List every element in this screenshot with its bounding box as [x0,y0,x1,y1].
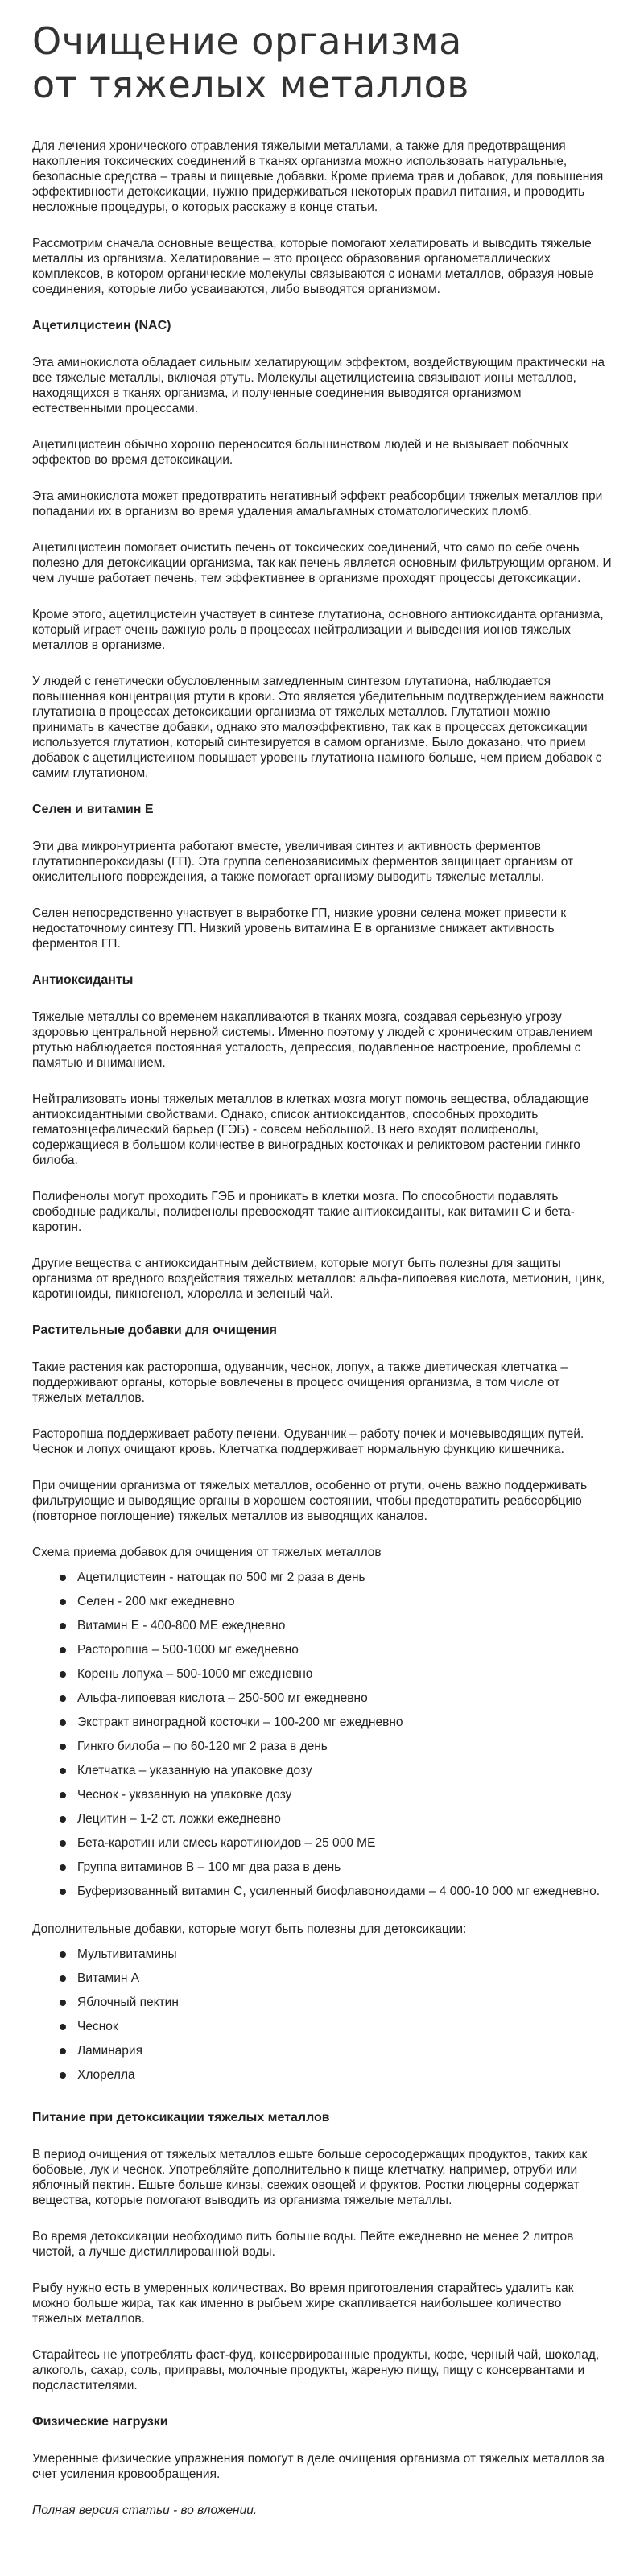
paragraph: Полифенолы могут проходить ГЭБ и проникать в клетки мозга. По способности подавлять свободные радикалы, полифенолы превосходят такие антиоксиданты, как витамин С и бета-каротин. [32,1190,575,1234]
page-title: Очищение организма от тяжелых металлов [32,19,469,106]
section-heading-herbal: Растительные добавки для очищения [32,1323,278,1337]
paragraph: В период очищения от тяжелых металлов ешьте больше серосодержащих продуктов, таких как бобовые, лук и чеснок. Употребляйте дополнительно к пище клетчатку, например, отруби или яблочный пектин. Ешьте больше кинзы, свежих овощей и фруктов. Ростки люцерны содержат вещества, которые помогают выводить из организма тяжелые металлы. [32,2148,588,2207]
paragraph: Эти два микронутриента работают вместе, увеличивая синтез и активность ферментов глутатионпероксидазы (ГП). Эта группа селенозависимых ферментов защищает организм от окислительного повреждения, а также помогает организму выводить тяжелые металлы. [32,840,574,884]
section-heading-nac: Ацетилцистеин (NAC) [32,319,171,332]
paragraph: Эта аминокислота обладает сильным хелатирующим эффектом, воздействующим практически на все тяжелые металлы, включая ртуть. Молекулы ацетилцистеина связывают ионы металлов, находящихся в тканях организма, и полученные соединения выводятся организмом естественными процессами. [32,356,605,415]
paragraph: Кроме этого, ацетилцистеин участвует в синтезе глутатиона, основного антиоксиданта организма, который играет очень важную роль в процессах нейтрализации и выведения ионов тяжелых металлов в организме. [32,608,604,652]
paragraph: Селен непосредственно участвует в выработке ГП, низкие уровни селена может привести к недостаточному синтезу ГП. Низкий уровень витамина Е в организме снижает активность ферментов ГП. [32,906,567,951]
paragraph: Тяжелые металлы со временем накапливаются в тканях мозга, создавая серьезную угрозу здоровью центральной нервной системы. Именно поэтому у людей с хроническим отравлением ртутью наблюдается постоянная усталость, депрессия, подавленное настроение, проблемы с памятью и вниманием. [32,1010,592,1070]
list-item: Лецитин – 1-2 ст. ложки ежедневно [55,1811,612,1827]
list-item: Экстракт виноградной косточки – 100-200 мг ежедневно [55,1715,612,1730]
paragraph: Ацетилцистеин помогает очистить печень от токсических соединений, что само по себе очень полезно для детоксикации организма, так как печень является основным фильтрующим органом. И чем лучше работает печень, тем эффективнее в организме проходят процессы детоксикации. [32,541,612,585]
paragraph: Нейтрализовать ионы тяжелых металлов в клетках мозга могут помочь вещества, обладающие антиоксидантными свойствами. Однако, список антиоксидантов, способных проходить гематоэнцефалический барьер (ГЭБ) - совсем небольшой. В него входят полифенолы, содержащиеся в большом количестве в виноградных косточках и реликтовом растении гинкго билоба. [32,1092,589,1167]
list-item: Чеснок - указанную на упаковке дозу [55,1787,612,1802]
paragraph: Такие растения как расторопша, одуванчик, чеснок, лопух, а также диетическая клетчатка – поддерживают органы, которые вовлечены в процесс очищения организма, в том числе от тяжелых металлов. [32,1360,568,1405]
list-item: Чеснок [55,2019,612,2034]
extra-intro: Дополнительные добавки, которые могут быть полезны для детоксикации: [32,1922,467,1936]
list-item: Яблочный пектин [55,1995,612,2010]
list-item: Мультивитамины [55,1946,612,1962]
list-item: Расторопша – 500-1000 мг ежедневно [55,1642,612,1657]
section-heading-selenium: Селен и витамин Е [32,803,154,816]
list-item: Группа витаминов В – 100 мг два раза в день [55,1860,612,1875]
section-heading-antioxidants: Антиоксиданты [32,973,134,987]
list-item: Ламинария [55,2043,612,2058]
paragraph: Другие вещества с антиоксидантным действием, которые могут быть полезны для защиты организма от вредного воздействия тяжелых металлов: альфа-липоевая кислота, метионин, цинк, каротиноиды, пикногенол, хлорелла и зеленый чай. [32,1257,605,1301]
intro-paragraph: Для лечения хронического отравления тяжелыми металлами, а также для предотвращения накопления токсических соединений в тканях организма можно использовать натуральные, безопасные средства – травы и пищевые добавки. Кроме приема трав и добавок, для повышения эффективности детоксикации, нужно придерживаться некоторых правил питания, и проводить несложные процедуры, о которых расскажу в конце статьи. [32,139,604,214]
list-item: Гинкго билоба – по 60-120 мг 2 раза в день [55,1739,612,1754]
list-item: Хлорелла [55,2067,612,2083]
paragraph: У людей с генетически обусловленным замедленным синтезом глутатиона, наблюдается повышенная концентрация ртути в крови. Это является убедительным подтверждением важности глутатиона в процессах детоксикации организма от тяжелых металлов. Глутатион можно принимать в качестве добавки, однако это малоэффективно, так как в процессах детоксикации используется глутатион, который синтезируется в самом организме. Было доказано, что прием добавок с ацетилцистеином повышает уровень глутатиона намного больше, чем прием добавок с самим глутатионом. [32,675,605,780]
section-heading-nutrition: Питание при детоксикации тяжелых металлов [32,2111,330,2124]
footer-note: Полная версия статьи - во вложении. [32,2504,258,2517]
paragraph: Рыбу нужно есть в умеренных количествах. Во время приготовления старайтесь удалить как можно больше жира, так как именно в рыбьем жире скапливается наибольшее количество тяжелых металлов. [32,2281,574,2326]
list-item: Буферизованный витамин С, усиленный биофлавоноидами – 4 000-10 000 мг ежедневно. [55,1884,612,1899]
extra-list [32,1946,612,2083]
list-item: Клетчатка – указанную на упаковке дозу [55,1763,612,1778]
list-item: Корень лопуха – 500-1000 мг ежедневно [55,1666,612,1682]
paragraph: Ацетилцистеин обычно хорошо переносится большинством людей и не вызывает побочных эффектов во время детоксикации. [32,438,568,467]
list-item: Альфа-липоевая кислота – 250-500 мг ежедневно [55,1690,612,1706]
paragraph: При очищении организма от тяжелых металлов, особенно от ртути, очень важно поддерживать фильтрующие и выводящие органы в хорошем состоянии, чтобы предотвратить реабсорбцию (повторное поглощение) тяжелых металлов из выводящих каналов. [32,1479,588,1523]
intro-paragraph: Рассмотрим сначала основные вещества, которые помогают хелатировать и выводить тяжелые металлы из организма. Хелатирование – это процесс образования органометаллических комплексов, в котором органические молекулы связываются с ионами металлов, образуя новые соединения, которые либо усваиваются, либо выводятся организмом. [32,237,594,296]
list-item: Витамин Е - 400-800 МЕ ежедневно [55,1618,612,1633]
section-heading-exercise: Физические нагрузки [32,2415,168,2429]
paragraph: Эта аминокислота может предотвратить негативный эффект реабсорбции тяжелых металлов при попадании их в организм во время удаления амальгамных стоматологических пломб. [32,489,603,518]
paragraph: Во время детоксикации необходимо пить больше воды. Пейте ежедневно не менее 2 литров чистой, а лучше дистиллированной воды. [32,2230,574,2259]
list-item: Ацетилцистеин - натощак по 500 мг 2 раза в день [55,1570,612,1585]
paragraph: Старайтесь не употреблять фаст-фуд, консервированные продукты, кофе, черный чай, шоколад, алкоголь, сахар, соль, приправы, молочные продукты, жареную пищу, пищу с консервантами и подсластителями. [32,2348,600,2392]
list-item: Бета-каротин или смесь каротиноидов – 25 000 МЕ [55,1835,612,1851]
paragraph: Расторопша поддерживает работу печени. Одуванчик – работу почек и мочевыводящих путей. Чеснок и лопух очищают кровь. Клетчатка поддерживает нормальную функцию кишечника. [32,1427,584,1456]
list-item: Витамин А [55,1971,612,1986]
list-item: Селен - 200 мкг ежедневно [55,1594,612,1609]
scheme-list [32,1570,612,1899]
paragraph: Умеренные физические упражнения помогут в деле очищения организма от тяжелых металлов за счет усиления кровообращения. [32,2452,605,2481]
scheme-intro: Схема приема добавок для очищения от тяжелых металлов [32,1546,382,1559]
